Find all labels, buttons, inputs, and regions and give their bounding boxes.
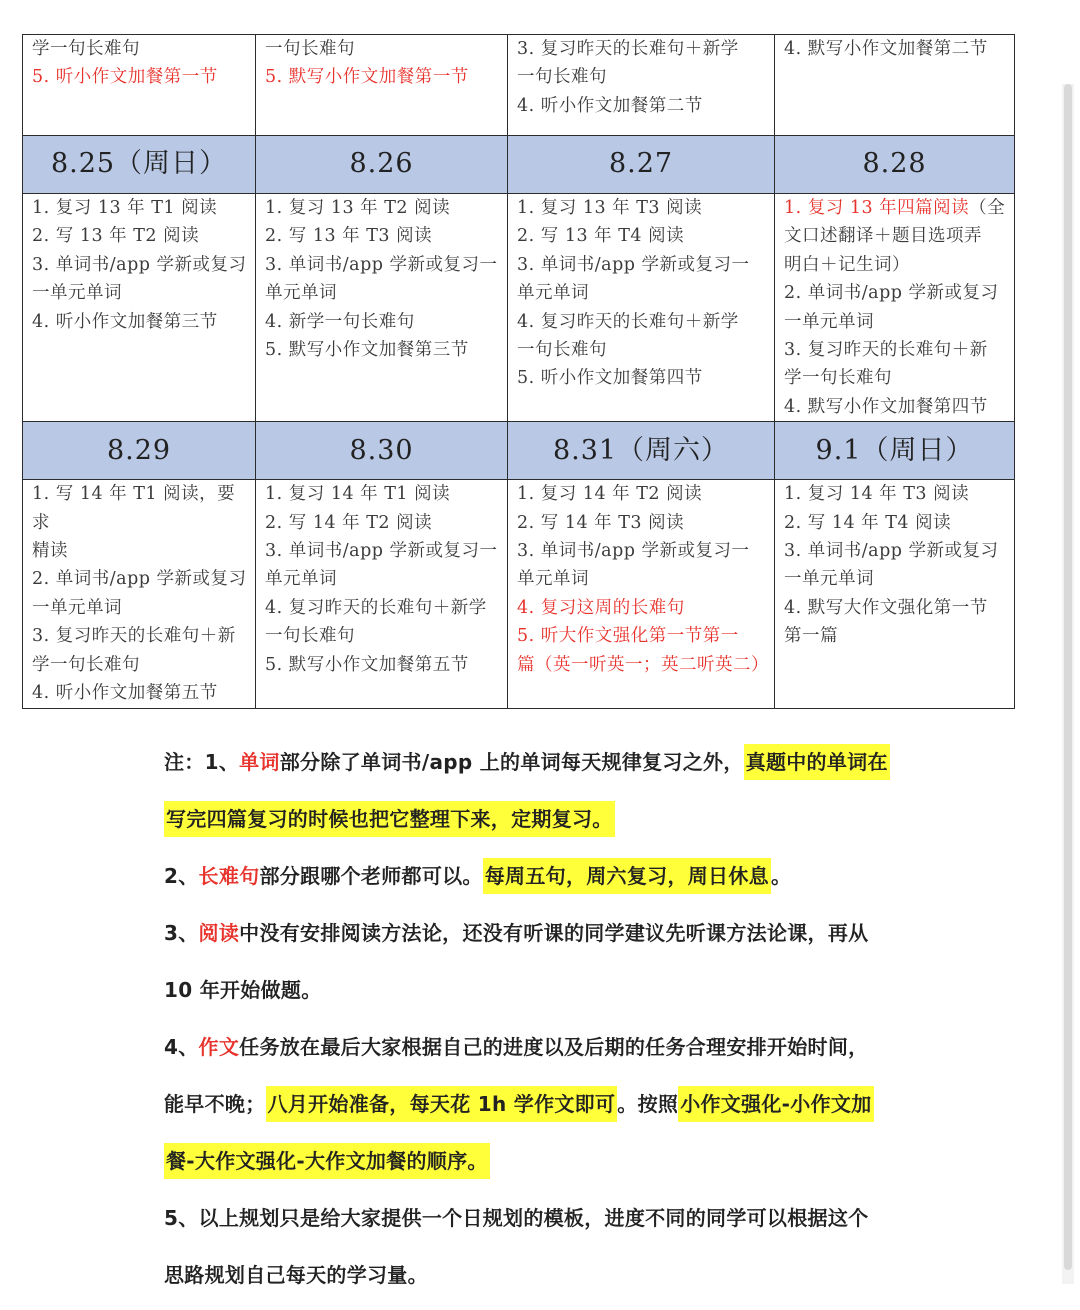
task-line: 3. 单词书/app 学新或复习 bbox=[32, 254, 247, 275]
task-line: 3. 单词书/app 学新或复习 bbox=[784, 541, 999, 562]
task-line: 一单元单词 bbox=[32, 597, 122, 618]
task-line: 文口述翻译＋题目选项弄 bbox=[784, 226, 982, 247]
task-line: 5. 听小作文加餐第一节 bbox=[32, 67, 218, 88]
task-line: 4. 复习昨天的长难句＋新学 bbox=[265, 597, 487, 618]
task-line: 1. 复习 14 年 T1 阅读 bbox=[265, 484, 451, 505]
schedule-cell-week1-4 bbox=[775, 194, 1015, 422]
keyword-text: 单词 bbox=[239, 750, 280, 774]
note-line bbox=[164, 791, 944, 848]
task-line: 单元单词 bbox=[517, 569, 589, 590]
task-line: 一单元单词 bbox=[32, 283, 122, 304]
note-text: 部分跟哪个老师都可以。 bbox=[259, 864, 483, 888]
highlighted-text: 真题中的单词在 bbox=[744, 744, 890, 780]
task-line: 3. 单词书/app 学新或复习一 bbox=[265, 254, 498, 275]
task-line bbox=[784, 194, 1008, 222]
task-line: 1. 复习 13 年 T1 阅读 bbox=[32, 198, 218, 218]
note-line bbox=[164, 1247, 944, 1304]
note-line bbox=[164, 1133, 944, 1190]
task-line: 2. 写 14 年 T2 阅读 bbox=[265, 512, 433, 533]
task-line: 一单元单词 bbox=[784, 569, 874, 590]
highlighted-text: 八月开始准备，每天花 1h 学作文即可 bbox=[266, 1086, 618, 1122]
task-line: 单元单词 bbox=[265, 283, 337, 304]
note-text: 思路规划自己每天的学习量。 bbox=[164, 1263, 428, 1287]
note-text: 。按照 bbox=[617, 1092, 679, 1116]
task-line: 3. 复习昨天的长难句＋新 bbox=[32, 626, 236, 647]
scrollbar-thumb[interactable] bbox=[1064, 84, 1072, 1270]
task-line: 2. 写 14 年 T4 阅读 bbox=[784, 512, 952, 533]
schedule-cell-week2-4 bbox=[775, 480, 1015, 708]
note-text: 注：1、 bbox=[164, 750, 240, 774]
task-line: 2. 单词书/app 学新或复习 bbox=[784, 283, 999, 304]
task-line: 明白＋记生词） bbox=[784, 254, 910, 275]
task-line: 1. 写 14 年 T1 阅读，要求 bbox=[32, 484, 236, 533]
task-line: 5. 默写小作文加餐第一节 bbox=[265, 67, 469, 88]
task-line: 2. 写 14 年 T3 阅读 bbox=[517, 512, 685, 533]
schedule-cell-week2-3 bbox=[508, 480, 775, 708]
task-line: 5. 默写小作文加餐第五节 bbox=[265, 654, 469, 675]
note-text: 2、 bbox=[164, 864, 199, 888]
task-line: 2. 写 13 年 T2 阅读 bbox=[32, 226, 200, 247]
task-line: 4. 听小作文加餐第二节 bbox=[517, 95, 703, 116]
schedule-cell-week1-2 bbox=[256, 194, 508, 422]
date-header-cell: 8.29 bbox=[23, 422, 256, 480]
task-line: 一句长难句 bbox=[517, 67, 607, 88]
task-line: 学一句长难句 bbox=[32, 654, 140, 675]
notes-section bbox=[164, 734, 944, 1304]
schedule-cell-top-3 bbox=[508, 35, 775, 136]
note-line bbox=[164, 905, 944, 962]
note-line bbox=[164, 848, 944, 905]
task-line: 2. 写 13 年 T3 阅读 bbox=[265, 226, 433, 247]
highlighted-text: 每周五句，周六复习，周日休息 bbox=[483, 858, 771, 894]
schedule-cell-week1-3 bbox=[508, 194, 775, 422]
task-line: 4. 默写小作文加餐第二节 bbox=[784, 39, 988, 59]
task-line: 学一句长难句 bbox=[32, 39, 140, 59]
date-header-cell: 8.30 bbox=[256, 422, 508, 480]
note-line bbox=[164, 734, 944, 791]
task-line: 3. 单词书/app 学新或复习一 bbox=[265, 541, 498, 562]
schedule-cell-top-1 bbox=[23, 35, 256, 136]
note-line bbox=[164, 1019, 944, 1076]
note-line bbox=[164, 1076, 944, 1133]
task-line: 单元单词 bbox=[517, 283, 589, 304]
date-header-cell: 8.31（周六） bbox=[508, 422, 775, 480]
task-line: 4. 听小作文加餐第三节 bbox=[32, 311, 218, 332]
task-line: 一单元单词 bbox=[784, 311, 874, 332]
note-text: 任务放在最后大家根据自己的进度以及后期的任务合理安排开始时间， bbox=[239, 1035, 869, 1059]
note-text: 3、 bbox=[164, 921, 199, 945]
task-line: 4. 新学一句长难句 bbox=[265, 311, 415, 332]
task-text: （全 bbox=[969, 198, 1006, 218]
schedule-cell-week2-2 bbox=[256, 480, 508, 708]
keyword-text: 长难句 bbox=[198, 864, 260, 888]
task-line: 单元单词 bbox=[265, 569, 337, 590]
date-header-row-week2 bbox=[23, 422, 1015, 480]
task-line: 3. 复习昨天的长难句＋新 bbox=[784, 340, 988, 361]
task-line: 1. 复习 13 年 T2 阅读 bbox=[265, 198, 451, 218]
task-line: 5. 默写小作文加餐第三节 bbox=[265, 340, 469, 361]
note-line bbox=[164, 962, 944, 1019]
task-line: 一句长难句 bbox=[517, 340, 607, 361]
note-text: 。 bbox=[770, 864, 792, 888]
date-header-cell: 8.26 bbox=[256, 136, 508, 194]
task-line: 精读 bbox=[32, 541, 68, 562]
task-line: 2. 单词书/app 学新或复习 bbox=[32, 569, 247, 590]
task-line: 一句长难句 bbox=[265, 39, 355, 59]
note-text: 4、 bbox=[164, 1035, 199, 1059]
study-schedule-table bbox=[22, 34, 1015, 709]
task-line: 5. 听小作文加餐第四节 bbox=[517, 368, 703, 389]
date-header-cell: 8.28 bbox=[775, 136, 1015, 194]
highlighted-text: 写完四篇复习的时候也把它整理下来，定期复习。 bbox=[164, 801, 615, 837]
note-text: 部分除了单词书/app 上的单词每天规律复习之外， bbox=[279, 750, 744, 774]
task-line: 学一句长难句 bbox=[784, 368, 892, 389]
task-line: 3. 复习昨天的长难句＋新学 bbox=[517, 39, 739, 59]
note-text: 10 年开始做题。 bbox=[164, 978, 322, 1002]
task-line: 4. 复习这周的长难句 bbox=[517, 597, 685, 618]
task-line: 篇（英一听英一；英二听英二） bbox=[517, 654, 769, 675]
task-line: 5. 听大作文强化第一节第一 bbox=[517, 626, 739, 647]
schedule-row-continued bbox=[23, 35, 1015, 136]
schedule-row-week1 bbox=[23, 194, 1015, 422]
task-line: 4. 默写大作文强化第一节 bbox=[784, 597, 988, 618]
date-header-cell: 9.1（周日） bbox=[775, 422, 1015, 480]
keyword-text: 阅读 bbox=[198, 921, 240, 945]
date-header-cell: 8.27 bbox=[508, 136, 775, 194]
note-text: 中没有安排阅读方法论，还没有听课的同学建议先听课方法论课，再从 bbox=[239, 921, 869, 945]
task-line: 3. 单词书/app 学新或复习一 bbox=[517, 254, 750, 275]
task-line: 1. 复习 14 年 T2 阅读 bbox=[517, 484, 703, 505]
task-line: 2. 写 13 年 T4 阅读 bbox=[517, 226, 685, 247]
schedule-cell-top-2 bbox=[256, 35, 508, 136]
schedule-row-week2 bbox=[23, 480, 1015, 708]
highlighted-text: 餐-大作文强化-大作文加餐的顺序。 bbox=[164, 1143, 490, 1179]
task-line: 3. 单词书/app 学新或复习一 bbox=[517, 541, 750, 562]
schedule-cell-top-4 bbox=[775, 35, 1015, 136]
task-line: 4. 默写小作文加餐第四节 bbox=[784, 396, 988, 417]
schedule-cell-week2-1 bbox=[23, 480, 256, 708]
date-header-row-week1 bbox=[23, 136, 1015, 194]
task-line: 4. 复习昨天的长难句＋新学 bbox=[517, 311, 739, 332]
task-line: 1. 复习 13 年 T3 阅读 bbox=[517, 198, 703, 218]
highlighted-text: 小作文强化-小作文加 bbox=[678, 1086, 873, 1122]
task-text: 1. 复习 13 年四篇阅读 bbox=[784, 198, 970, 218]
task-line: 4. 听小作文加餐第五节 bbox=[32, 683, 218, 704]
note-text: 能早不晚； bbox=[164, 1092, 266, 1116]
task-line: 1. 复习 14 年 T3 阅读 bbox=[784, 484, 970, 505]
keyword-text: 作文 bbox=[198, 1035, 240, 1059]
note-text: 5、以上规划只是给大家提供一个日规划的模板，进度不同的同学可以根据这个 bbox=[164, 1206, 869, 1230]
note-line bbox=[164, 1190, 944, 1247]
task-line: 一句长难句 bbox=[265, 626, 355, 647]
task-line: 第一篇 bbox=[784, 626, 838, 647]
schedule-cell-week1-1 bbox=[23, 194, 256, 422]
date-header-cell: 8.25（周日） bbox=[23, 136, 256, 194]
